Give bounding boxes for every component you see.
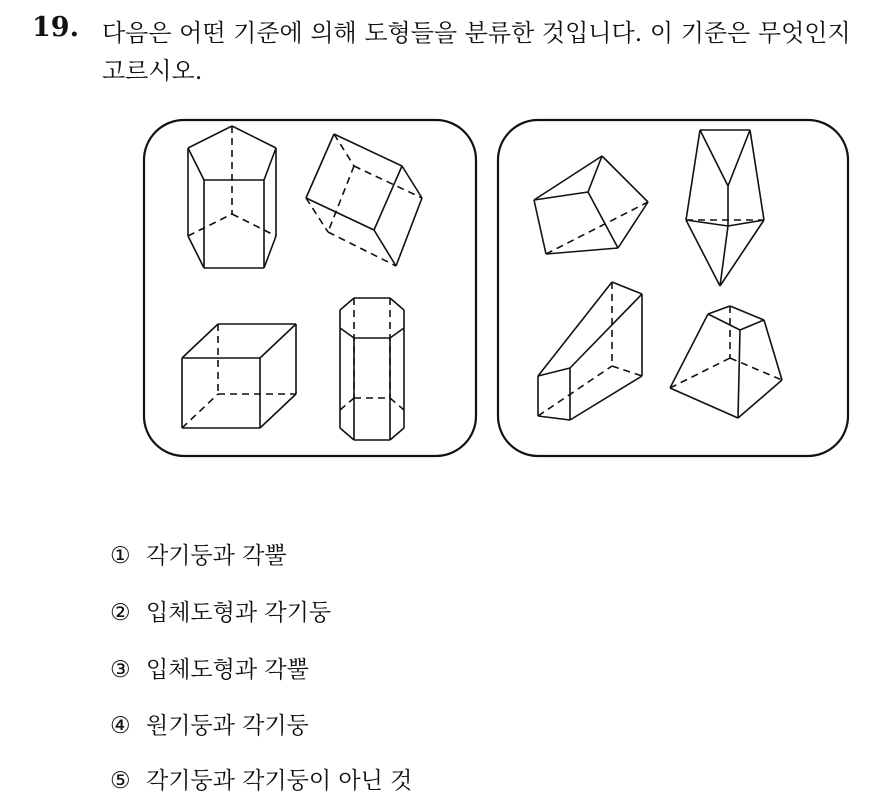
classification-figure: [140, 118, 852, 460]
option-3-mark: ③: [110, 657, 131, 683]
question-number: 19.: [32, 12, 79, 43]
pentagonal-prism-shape: [188, 126, 276, 268]
option-1-text: 각기둥과 각뿔: [146, 543, 287, 569]
hexagonal-prism-shape: [340, 298, 404, 440]
option-5[interactable]: [110, 762, 412, 795]
option-2[interactable]: [110, 594, 331, 627]
triangular-bipyramid-shape: [686, 130, 764, 286]
option-5-mark: ⑤: [110, 768, 131, 794]
triangular-prism-shape: [538, 282, 642, 420]
left-group-box: [144, 120, 476, 456]
option-1[interactable]: [110, 537, 287, 570]
cube-shape: [182, 324, 296, 428]
square-frustum-shape: [670, 306, 782, 418]
option-3[interactable]: [110, 651, 309, 684]
option-5-text: 각기둥과 각기둥이 아닌 것: [146, 768, 413, 794]
option-2-mark: ②: [110, 600, 131, 626]
option-4-text: 원기둥과 각기둥: [146, 713, 309, 739]
option-3-text: 입체도형과 각뿔: [146, 657, 309, 683]
right-group-box: [498, 120, 848, 456]
option-4-mark: ④: [110, 713, 131, 739]
option-2-text: 입체도형과 각기둥: [146, 600, 332, 626]
tilted-prism-shape: [306, 134, 422, 266]
option-1-mark: ①: [110, 543, 131, 569]
question-text: 다음은 어떤 기준에 의해 도형들을 분류한 것입니다. 이 기준은 무엇인지 고르시오.: [102, 19, 851, 85]
pentagonal-pyramid-shape: [534, 156, 648, 254]
option-4[interactable]: [110, 707, 309, 740]
